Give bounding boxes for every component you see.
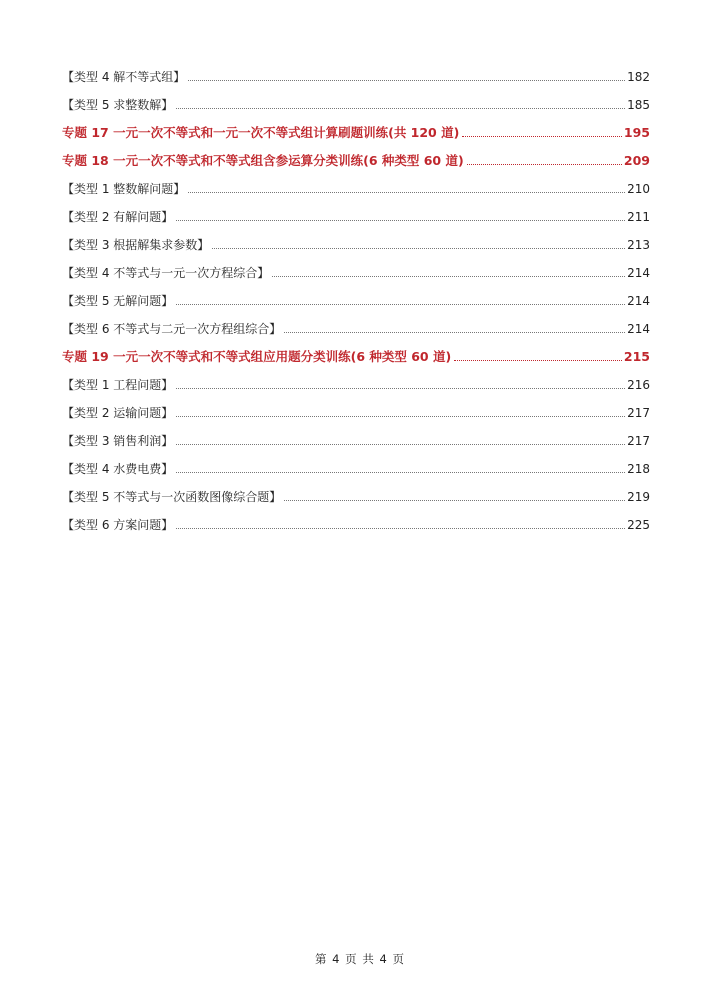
toc-entry-title: 【类型 6 方案问题】 xyxy=(62,518,174,532)
dot-leader xyxy=(176,528,625,529)
toc-entry-page: 210 xyxy=(627,182,650,196)
table-of-contents xyxy=(0,62,720,538)
dot-leader xyxy=(272,276,625,277)
toc-entry-title: 【类型 5 不等式与一次函数图像综合题】 xyxy=(62,490,282,504)
toc-entry-page: 225 xyxy=(627,518,650,532)
toc-entry[interactable] xyxy=(0,370,720,398)
toc-entry-page: 218 xyxy=(627,462,650,476)
toc-entry-page: 211 xyxy=(627,210,650,224)
toc-entry-title: 【类型 4 解不等式组】 xyxy=(62,70,186,84)
toc-section-page: 215 xyxy=(623,349,650,364)
toc-entry[interactable] xyxy=(0,62,720,90)
toc-section-heading[interactable] xyxy=(0,342,720,370)
toc-entry-title: 【类型 4 水费电费】 xyxy=(62,462,174,476)
toc-entry[interactable] xyxy=(0,90,720,118)
dot-leader xyxy=(284,332,625,333)
toc-entry-page: 214 xyxy=(627,266,650,280)
toc-section-title: 专题 17 一元一次不等式和一元一次不等式组计算刷题训练(共 120 道) xyxy=(62,125,460,140)
toc-entry-title: 【类型 5 无解问题】 xyxy=(62,294,174,308)
dot-leader xyxy=(176,388,625,389)
page-footer xyxy=(0,951,720,967)
toc-entry[interactable] xyxy=(0,482,720,510)
toc-entry-page: 182 xyxy=(627,70,650,84)
toc-entry-page: 185 xyxy=(627,98,650,112)
dot-leader xyxy=(176,108,625,109)
toc-entry[interactable] xyxy=(0,426,720,454)
toc-section-title: 专题 18 一元一次不等式和不等式组含参运算分类训练(6 种类型 60 道) xyxy=(62,153,464,168)
toc-entry-page: 214 xyxy=(627,322,650,336)
toc-entry-title: 【类型 3 根据解集求参数】 xyxy=(62,238,210,252)
dot-leader xyxy=(467,164,622,165)
toc-entry[interactable] xyxy=(0,230,720,258)
toc-entry[interactable] xyxy=(0,510,720,538)
toc-entry-page: 216 xyxy=(627,378,650,392)
toc-entry-page: 214 xyxy=(627,294,650,308)
toc-entry[interactable] xyxy=(0,174,720,202)
dot-leader xyxy=(176,472,625,473)
toc-entry-title: 【类型 6 不等式与二元一次方程组综合】 xyxy=(62,322,282,336)
toc-entry-title: 【类型 4 不等式与一元一次方程综合】 xyxy=(62,266,270,280)
toc-section-heading[interactable] xyxy=(0,146,720,174)
dot-leader xyxy=(188,192,625,193)
toc-entry[interactable] xyxy=(0,314,720,342)
dot-leader xyxy=(284,500,625,501)
toc-entry[interactable] xyxy=(0,286,720,314)
dot-leader xyxy=(176,220,625,221)
dot-leader xyxy=(176,416,625,417)
toc-entry-title: 【类型 3 销售利润】 xyxy=(62,434,174,448)
dot-leader xyxy=(188,80,625,81)
toc-entry-title: 【类型 5 求整数解】 xyxy=(62,98,174,112)
toc-section-page: 209 xyxy=(623,153,650,168)
dot-leader xyxy=(176,304,625,305)
dot-leader xyxy=(454,360,622,361)
toc-entry-page: 217 xyxy=(627,406,650,420)
toc-section-page: 195 xyxy=(623,125,650,140)
toc-entry-title: 【类型 2 有解问题】 xyxy=(62,210,174,224)
toc-entry-title: 【类型 1 整数解问题】 xyxy=(62,182,186,196)
toc-entry[interactable] xyxy=(0,202,720,230)
toc-entry[interactable] xyxy=(0,454,720,482)
dot-leader xyxy=(176,444,625,445)
toc-section-heading[interactable] xyxy=(0,118,720,146)
toc-entry-page: 219 xyxy=(627,490,650,504)
toc-entry-page: 217 xyxy=(627,434,650,448)
toc-entry[interactable] xyxy=(0,398,720,426)
dot-leader xyxy=(462,136,622,137)
dot-leader xyxy=(212,248,625,249)
toc-entry-title: 【类型 2 运输问题】 xyxy=(62,406,174,420)
toc-entry[interactable] xyxy=(0,258,720,286)
toc-entry-page: 213 xyxy=(627,238,650,252)
toc-entry-title: 【类型 1 工程问题】 xyxy=(62,378,174,392)
page-indicator: 第 4 页 共 4 页 xyxy=(315,952,405,966)
toc-section-title: 专题 19 一元一次不等式和不等式组应用题分类训练(6 种类型 60 道) xyxy=(62,349,452,364)
